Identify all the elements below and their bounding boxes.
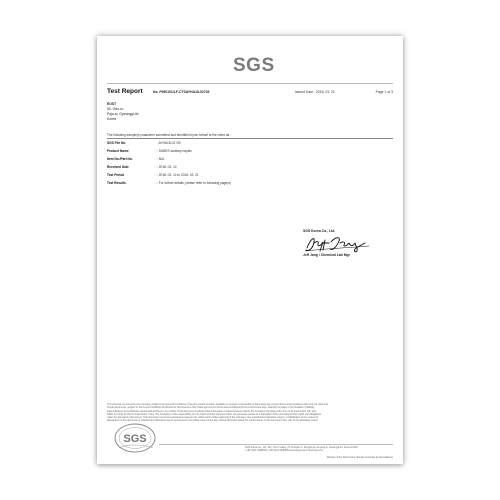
- disclaimer-line: format documents, subject to Terms and Conditions for Electronic Documents at http://www.sgs.com/en/Terms-and-Conditions/Terms-e-Document.aspx. Attention is drawn to the limitation of liability,: [107, 406, 315, 410]
- disclaimer-line: This document is issued by the Company subject to its General Conditions of Service printed overleaf, available on request or accessible at http://www.sgs.com/en/Terms-and-Conditions.aspx and, for electronic: [107, 403, 329, 406]
- info-value: : 2018. 03. 14 to 2018. 03. 21: [157, 173, 199, 177]
- info-label: Product Name: [107, 149, 129, 153]
- issued-date: Issued Date : 2018. 03. 21: [295, 90, 335, 94]
- address-bar-line: SGS Korea Co., Ltd. 322, The O valley, 76, Dongan-ro, Dongan-gu, Anyang-si, Gyeonggi-do, Korea 14118: [245, 446, 358, 449]
- legal-disclaimer: [107, 403, 393, 423]
- info-row-test-period: [107, 173, 393, 181]
- info-row-item-no: [107, 157, 393, 165]
- info-value: : N/A: [157, 157, 165, 161]
- footer-divider: [159, 444, 393, 445]
- sample-info-table: [107, 141, 393, 189]
- info-label: Received Date: [107, 165, 129, 169]
- sgs-group-member: Member of the SGS Group (Société Générale de Surveillance): [326, 456, 393, 459]
- info-label: Item No./Part No.: [107, 157, 133, 161]
- signature-block: [303, 229, 383, 257]
- sgs-logo: SGS: [233, 55, 275, 76]
- info-label: Test Results: [107, 181, 126, 185]
- info-value: : 2018. 03. 14: [157, 165, 177, 169]
- disclaimer-line: indemnification and jurisdiction issues defined therein. Any holder of this document is advised that information contained hereon reflects the Company's findings at the time of its intervention only and: [107, 409, 316, 413]
- report-number: No. F690101/LF-CTSAYHA18-02749: [153, 90, 210, 94]
- handwritten-signature: [303, 234, 373, 254]
- disclaimer-line: appearance of this document is unlawful and offenders may be prosecuted to the fullest extent of the law. Unless otherwise stated the results shown in this test report refer only to the sample(s) tested.: [107, 419, 318, 423]
- client-company: EOST: [107, 102, 117, 106]
- sgs-stamp-seal: [113, 422, 157, 454]
- report-title: Test Report: [107, 88, 143, 95]
- intro-divider: [107, 138, 393, 139]
- info-value: : SUBES sanitary napkin: [157, 149, 192, 153]
- info-label: Test Period: [107, 173, 125, 177]
- sample-intro: The following sample(s) was/were submitted and identified by/on behalf of the client as :: [107, 133, 232, 137]
- client-address-line: Korea: [107, 117, 117, 121]
- signatory-company: SGS Korea Co., Ltd.: [303, 229, 336, 233]
- disclaimer-line: under the transaction documents. This document cannot be reproduced except in full, without prior written approval of the Company. Any unauthorized alteration, forgery or falsification of the content or: [107, 416, 319, 420]
- client-address-line: Paju-si, Gyeonggi-do: [107, 112, 139, 116]
- info-row-product: [107, 149, 393, 157]
- info-value: : For further details, please refer to following page(s): [157, 181, 231, 185]
- test-report-page: [97, 36, 403, 464]
- info-value: : AYHA18-02749: [157, 141, 181, 145]
- report-header: [107, 88, 393, 98]
- address-bar-line: t +82 (0)31 4608000 f +82 (0)31 4608059 www.sgsgroup.kr www.sgs.com: [245, 449, 324, 453]
- header-divider: [107, 83, 393, 84]
- info-row-results: [107, 181, 393, 189]
- client-address-line: 50, Odo-ro: [107, 107, 124, 111]
- page-number: Page 1 of 3: [375, 90, 393, 94]
- client-address: [107, 102, 139, 122]
- company-address-bar: [245, 446, 393, 453]
- disclaimer-line: within the limits of Client's instructions, if any. The Company's sole responsibility is to its Client and this document does not exonerate parties to a transaction from exercising all their rights and obligations: [107, 412, 321, 416]
- signatory-name: Jeff Jang / Chemical Lab Mgr: [303, 253, 350, 257]
- stamp-label: SGS: [123, 433, 147, 445]
- info-row-file-no: [107, 141, 393, 149]
- info-label: SGS File No.: [107, 141, 127, 145]
- info-row-received: [107, 165, 393, 173]
